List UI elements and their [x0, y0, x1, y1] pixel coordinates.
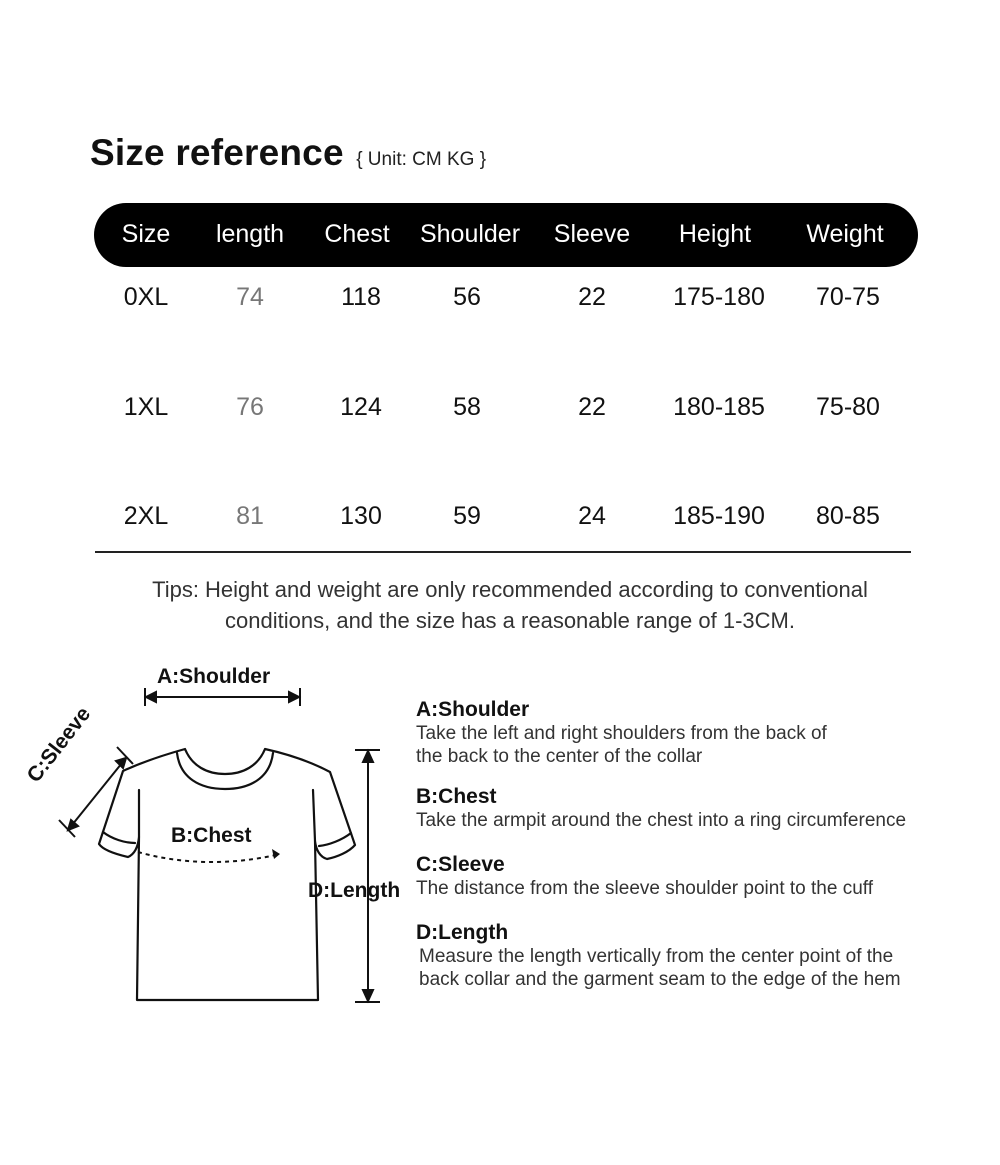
cell-sleeve: 22 [578, 283, 606, 311]
desc-sleeve [416, 853, 873, 900]
desc-text: back collar and the garment seam to the edge of the hem [419, 969, 901, 990]
title-main: Size reference [90, 132, 344, 173]
tips-line-2: conditions, and the size has a reasonable range of 1-3CM. [225, 608, 795, 633]
cell-chest: 124 [340, 393, 382, 421]
page-title [90, 132, 486, 174]
diagram-label-chest: B:Chest [171, 824, 252, 847]
desc-text: Measure the length vertically from the center point of the [419, 946, 894, 967]
cell-height: 175-180 [673, 283, 765, 311]
desc-text: The distance from the sleeve shoulder point to the cuff [416, 878, 873, 899]
cell-shoulder: 56 [453, 283, 481, 311]
tips-text [60, 574, 960, 636]
table-bottom-divider [95, 551, 911, 553]
cell-size: 1XL [123, 393, 169, 421]
desc-title: D:Length [416, 921, 509, 944]
cell-sleeve: 22 [578, 393, 606, 421]
cell-shoulder: 59 [453, 502, 481, 530]
header-shoulder: Shoulder [419, 220, 521, 248]
desc-title: A:Shoulder [416, 698, 530, 721]
size-table-header [94, 203, 918, 267]
cell-height: 185-190 [673, 502, 765, 530]
cell-chest: 118 [341, 283, 381, 311]
desc-title: B:Chest [416, 785, 497, 808]
desc-chest [416, 785, 906, 832]
header-height: Height [678, 220, 752, 248]
desc-text: Take the armpit around the chest into a ring circumference [416, 810, 907, 831]
table-row [0, 393, 1000, 433]
cell-weight: 70-75 [816, 283, 880, 311]
cell-length: 81 [236, 502, 264, 530]
desc-length [416, 921, 901, 991]
diagram-label-sleeve: C:Sleeve [22, 702, 96, 787]
cell-weight: 80-85 [816, 502, 880, 530]
table-row [0, 283, 1000, 323]
header-length: length [215, 220, 285, 248]
header-weight: Weight [806, 220, 884, 248]
desc-title: C:Sleeve [416, 853, 505, 876]
header-sleeve: Sleeve [553, 220, 631, 248]
cell-shoulder: 58 [453, 393, 481, 421]
cell-size: 0XL [123, 283, 169, 311]
header-chest: Chest [324, 220, 390, 248]
cell-length: 74 [236, 283, 264, 311]
diagram-label-shoulder: A:Shoulder [157, 665, 271, 688]
desc-text: Take the left and right shoulders from the back of [416, 723, 827, 744]
header-size: Size [121, 220, 171, 248]
cell-weight: 75-80 [816, 393, 880, 421]
cell-chest: 130 [340, 502, 382, 530]
table-row [0, 502, 1000, 542]
cell-size: 2XL [123, 502, 169, 530]
diagram-label-length: D:Length [308, 879, 401, 902]
cell-height: 180-185 [673, 393, 765, 421]
desc-text: the back to the center of the collar [416, 746, 703, 767]
tips-line-1: Tips: Height and weight are only recommended according to conventional [152, 577, 868, 602]
title-unit: { Unit: CM KG } [356, 149, 487, 170]
desc-shoulder [416, 698, 827, 768]
cell-sleeve: 24 [578, 502, 606, 530]
cell-length: 76 [236, 393, 264, 421]
